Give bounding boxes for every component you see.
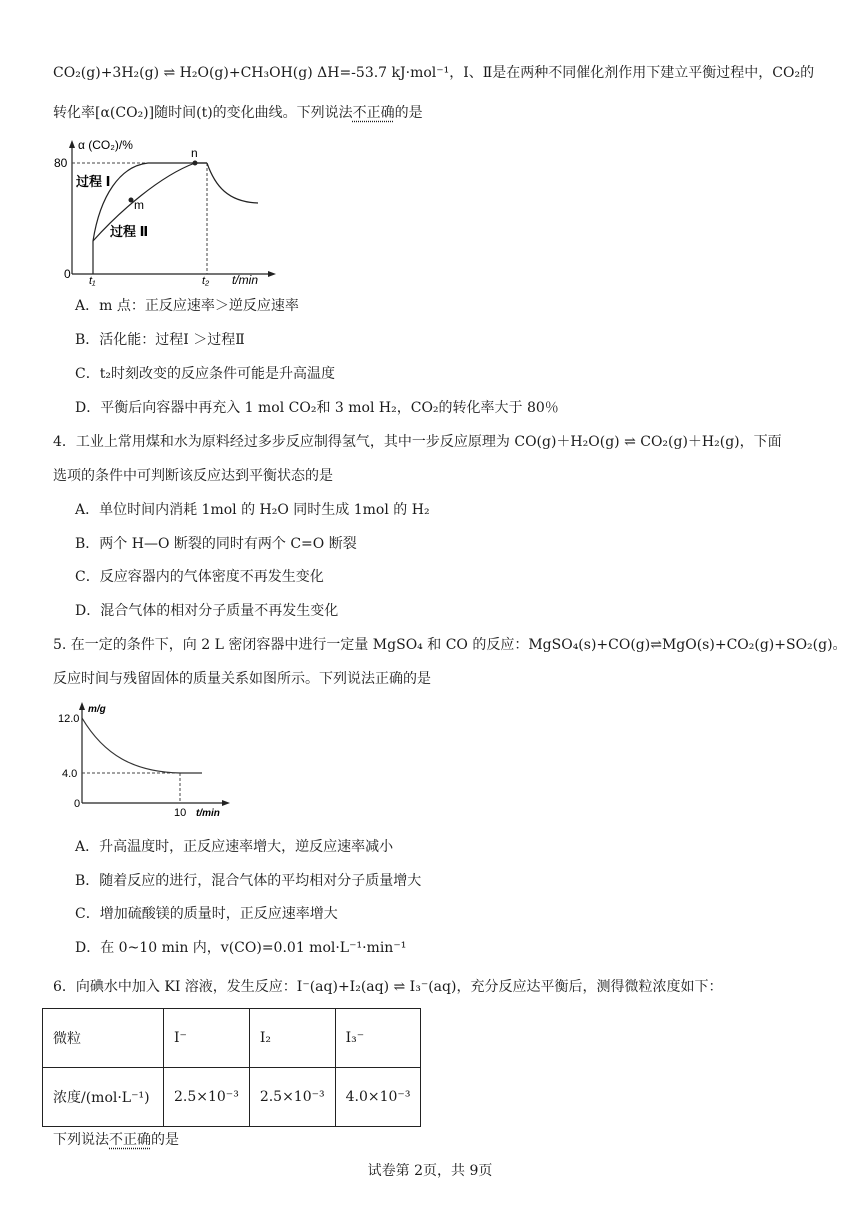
table-header-cell: I₃⁻ bbox=[335, 1009, 421, 1068]
q5-stem-line2: 反应时间与残留固体的质量关系如图所示。下列说法正确的是 bbox=[53, 671, 431, 687]
q4-stem-line2: 选项的条件中可判断该反应达到平衡状态的是 bbox=[53, 468, 333, 484]
chart2-y-arrow bbox=[79, 702, 85, 710]
q6-prompt-text: 下列说法 bbox=[53, 1132, 109, 1148]
chart1-origin: 0 bbox=[64, 267, 71, 281]
q5-option-b: B．随着反应的进行，混合气体的平均相对分子质量增大 bbox=[75, 873, 422, 889]
q6-stem: 6．向碘水中加入 KI 溶液，发生反应：I⁻(aq)+I₂(aq) ⇌ I₃⁻(aq)，充分反应达平衡后，测得微粒浓度如下： bbox=[53, 979, 723, 995]
q3-option-d: D．平衡后向容器中再充入 1 mol CO₂和 3 mol H₂，CO₂的转化率大于 80％ bbox=[75, 400, 559, 416]
q3-emphasis: 不正确 bbox=[352, 105, 395, 121]
particle-concentration-table bbox=[42, 1008, 421, 1127]
chart1-label-n: n bbox=[191, 146, 198, 160]
chart2-xtick-10: 10 bbox=[174, 807, 187, 819]
table-cell: 2.5×10⁻³ bbox=[164, 1068, 250, 1127]
chart1-xlabel: t/min bbox=[232, 273, 259, 286]
mass-chart bbox=[54, 700, 234, 824]
page-footer: 试卷第 2页，共 9页 bbox=[367, 1163, 493, 1179]
chart2-x-arrow bbox=[222, 800, 230, 806]
table-row bbox=[43, 1009, 421, 1068]
chart1-label-process1: 过程 Ⅰ bbox=[76, 174, 111, 189]
chart1-x-arrow bbox=[268, 271, 276, 277]
table-cell: 2.5×10⁻³ bbox=[249, 1068, 335, 1127]
table-row-label: 浓度/(mol·L⁻¹) bbox=[43, 1068, 164, 1127]
q3-option-b: B．活化能：过程Ⅰ ＞过程Ⅱ bbox=[75, 332, 245, 348]
conversion-chart bbox=[50, 136, 280, 286]
q5-stem-line1: 5. 在一定的条件下，向 2 L 密闭容器中进行一定量 MgSO₄ 和 CO 的反应：MgSO₄(s)+CO(g)⇌MgO(s)+CO₂(g)+SO₂(g)。 bbox=[53, 637, 847, 653]
chart2-ytick-4: 4.0 bbox=[62, 768, 78, 780]
chart1-label-m: m bbox=[134, 198, 144, 212]
q4-option-b: B．两个 H—O 断裂的同时有两个 C=O 断裂 bbox=[75, 536, 357, 552]
chart1-ylabel: α (CO₂)/% bbox=[78, 138, 133, 152]
point-n bbox=[193, 161, 198, 166]
table-cell: 4.0×10⁻³ bbox=[335, 1068, 421, 1127]
q6-prompt-suffix: 的是 bbox=[151, 1132, 179, 1148]
chart1-y-arrow bbox=[69, 140, 75, 148]
q3-intro-text: 转化率[α(CO₂)]随时间(t)的变化曲线。下列说法 bbox=[53, 105, 353, 121]
q3-intro-suffix: 的是 bbox=[394, 105, 423, 121]
chart1-ytick-80: 80 bbox=[54, 156, 68, 170]
q5-option-a: A．升高温度时，正反应速率增大，逆反应速率减小 bbox=[75, 839, 394, 855]
q3-intro-line2 bbox=[53, 103, 423, 123]
q6-prompt bbox=[53, 1130, 179, 1150]
q3-option-a: A．m 点：正反应速率＞逆反应速率 bbox=[75, 298, 299, 314]
q5-option-c: C．增加硫酸镁的质量时，正反应速率增大 bbox=[75, 906, 338, 922]
q4-option-d: D．混合气体的相对分子质量不再发生变化 bbox=[75, 603, 339, 619]
q4-option-a: A．单位时间内消耗 1mol 的 H₂O 同时生成 1mol 的 H₂ bbox=[75, 502, 430, 518]
chart1-xtick-t2: t₂ bbox=[202, 275, 210, 286]
point-m bbox=[129, 198, 134, 203]
q4-option-c: C．反应容器内的气体密度不再发生变化 bbox=[75, 569, 324, 585]
table-header-cell: I⁻ bbox=[164, 1009, 250, 1068]
chart1-xtick-t1: t₁ bbox=[89, 275, 96, 286]
chart2-xlabel: t/min bbox=[196, 808, 220, 819]
q3-intro-line1: CO₂(g)+3H₂(g) ⇌ H₂O(g)+CH₃OH(g) ΔH=-53.7 kJ·mol⁻¹，Ⅰ、Ⅱ是在两种不同催化剂作用下建立平衡过程中，CO₂的 bbox=[53, 65, 815, 81]
q3-option-c: C．t₂时刻改变的反应条件可能是升高温度 bbox=[75, 366, 335, 382]
chart2-ylabel: m/g bbox=[88, 704, 106, 715]
table-header-cell: I₂ bbox=[249, 1009, 335, 1068]
table-header-cell: 微粒 bbox=[43, 1009, 164, 1068]
chart2-ytick-12: 12.0 bbox=[58, 713, 80, 725]
mass-curve bbox=[82, 718, 202, 773]
q6-emphasis: 不正确 bbox=[109, 1132, 151, 1148]
chart2-origin: 0 bbox=[74, 798, 81, 810]
q4-stem-line1: 4．工业上常用煤和水为原料经过多步反应制得氢气，其中一步反应原理为 CO(g)＋H₂O(g) ⇌ CO₂(g)＋H₂(g)，下面 bbox=[53, 434, 782, 450]
q5-option-d: D．在 0~10 min 内，v(CO)=0.01 mol·L⁻¹·min⁻¹ bbox=[75, 940, 407, 956]
after-t2-curve bbox=[207, 163, 258, 203]
chart1-label-process2: 过程 Ⅱ bbox=[110, 224, 149, 239]
table-row bbox=[43, 1068, 421, 1127]
